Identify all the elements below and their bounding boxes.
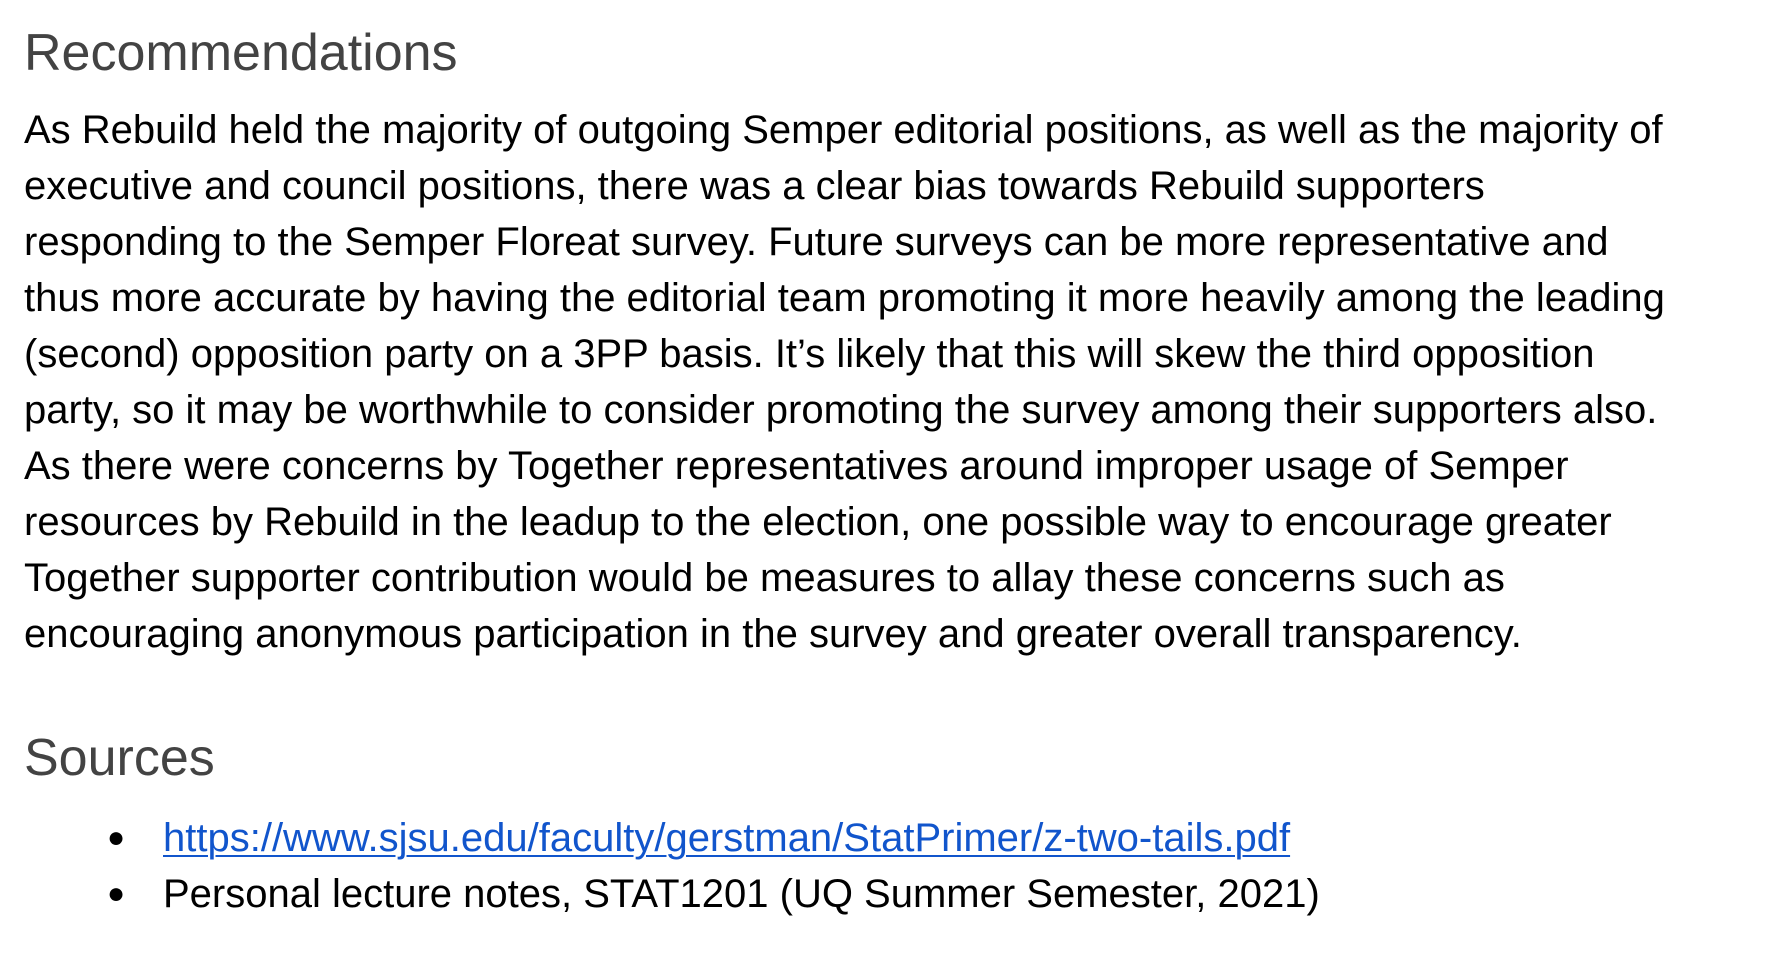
sources-heading: Sources — [24, 729, 215, 787]
list-item — [24, 866, 1320, 922]
recommendations-heading: Recommendations — [24, 24, 458, 82]
paragraph-line: executive and council positions, there was a clear bias towards Rebuild supporters — [24, 164, 1485, 208]
paragraph-line: Together supporter contribution would be measures to allay these concerns such as — [24, 556, 1505, 600]
bullet-icon: ● — [106, 821, 126, 854]
paragraph-line: party, so it may be worthwhile to consider promoting the survey among their supporters also. — [24, 388, 1658, 432]
source-text: Personal lecture notes, STAT1201 (UQ Summer Semester, 2021) — [163, 872, 1320, 916]
recommendations-paragraph — [24, 102, 1764, 662]
paragraph-line: As there were concerns by Together representatives around improper usage of Semper — [24, 444, 1569, 488]
bullet-icon: ● — [106, 877, 126, 910]
sources-list — [24, 810, 1320, 922]
paragraph-line: resources by Rebuild in the leadup to the election, one possible way to encourage greater — [24, 500, 1612, 544]
paragraph-line: thus more accurate by having the editorial team promoting it more heavily among the leading — [24, 276, 1665, 320]
paragraph-line: responding to the Semper Floreat survey. Future surveys can be more representative and — [24, 220, 1609, 264]
paragraph-line: (second) opposition party on a 3PP basis. It’s likely that this will skew the third opposition — [24, 332, 1595, 376]
source-link[interactable]: https://www.sjsu.edu/faculty/gerstman/StatPrimer/z-two-tails.pdf — [163, 816, 1291, 860]
paragraph-line: encouraging anonymous participation in the survey and greater overall transparency. — [24, 612, 1522, 656]
paragraph-line: As Rebuild held the majority of outgoing Semper editorial positions, as well as the majority of — [24, 108, 1663, 152]
list-item — [24, 810, 1320, 866]
